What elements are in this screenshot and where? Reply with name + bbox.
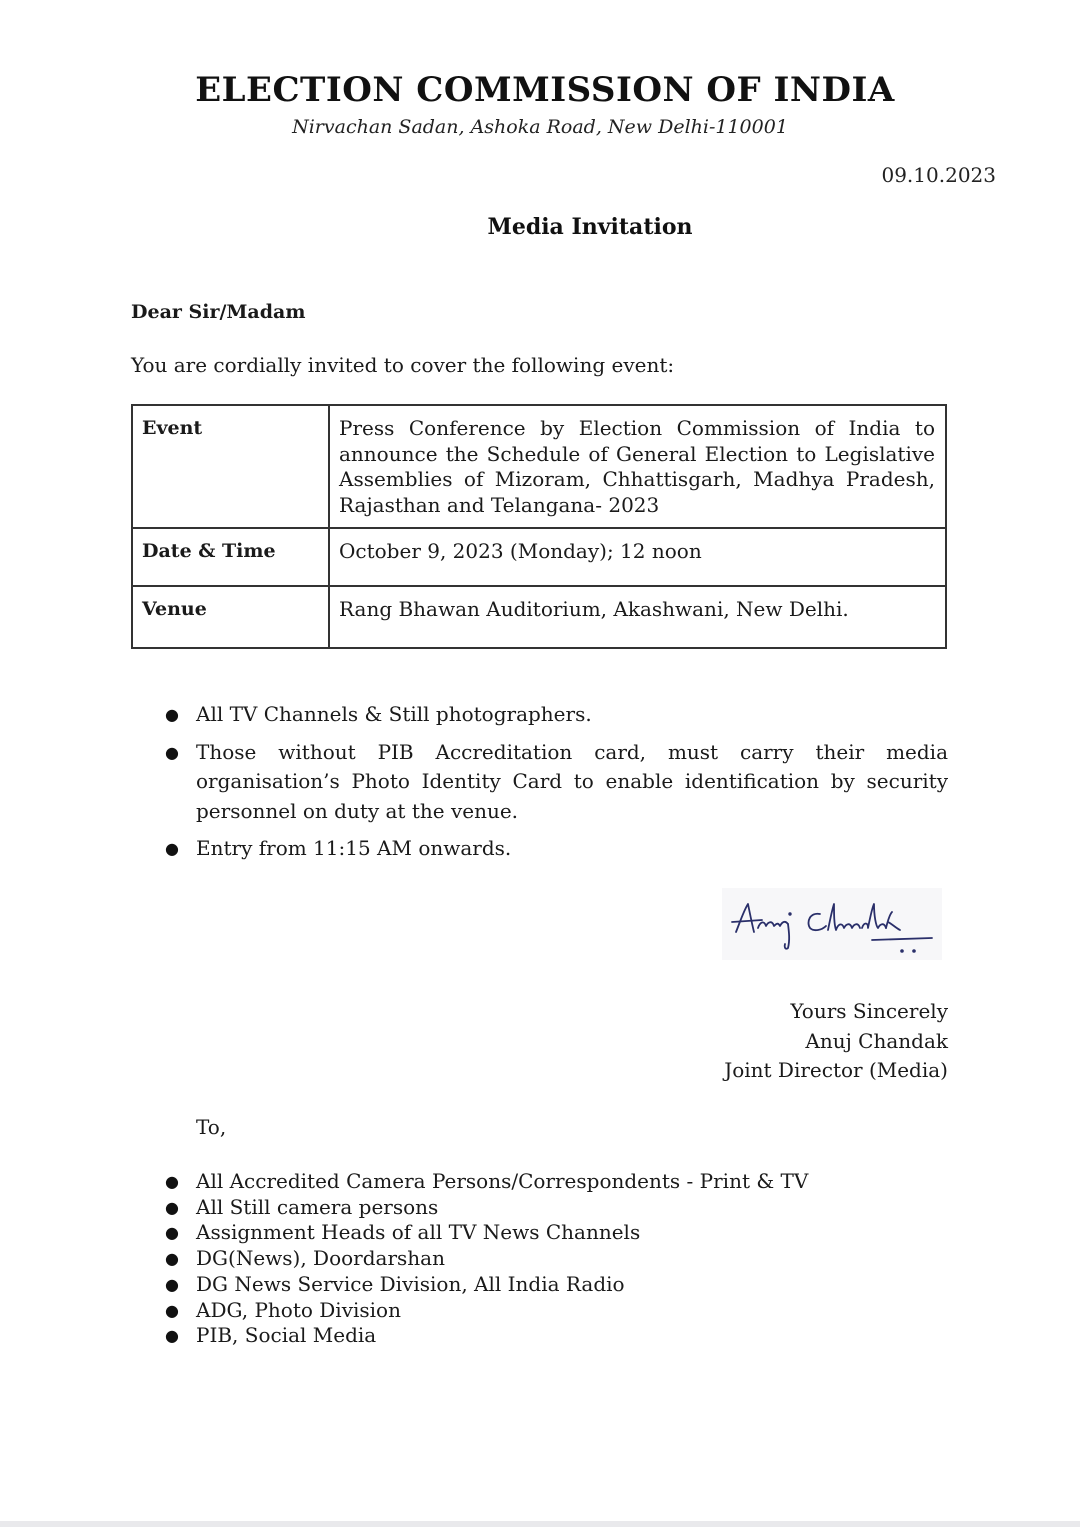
venue-label: Venue — [132, 586, 329, 648]
bullet-icon: ● — [165, 1197, 179, 1217]
venue-value: Rang Bhawan Auditorium, Akashwani, New Delhi. — [329, 586, 946, 648]
list-item — [165, 738, 948, 827]
recipient-text: DG News Service Division, All India Radio — [196, 1271, 625, 1296]
closing-block — [724, 997, 948, 1086]
table-row — [132, 405, 946, 528]
document-date: 09.10.2023 — [881, 163, 996, 187]
recipient-text: PIB, Social Media — [196, 1323, 377, 1348]
date-time-value: October 9, 2023 (Monday); 12 noon — [329, 528, 946, 586]
list-item — [165, 1323, 948, 1349]
bullet-icon: ● — [165, 1326, 179, 1346]
salutation: Dear Sir/Madam — [131, 301, 306, 323]
organization-title: ELECTION COMMISSION OF INDIA — [195, 70, 895, 110]
bullet-icon: ● — [165, 1274, 179, 1294]
note-text: Those without PIB Accreditation card, must carry their media organisation’s Photo Identity Card to enable identification by security personnel on duty at the venue. — [196, 739, 948, 823]
note-text: All TV Channels & Still photographers. — [196, 702, 592, 726]
bullet-icon: ● — [165, 839, 179, 858]
event-label: Event — [132, 405, 329, 528]
organization-address: Nirvachan Sadan, Ashoka Road, New Delhi-110001 — [292, 116, 788, 138]
event-value: Press Conference by Election Commission of India to announce the Schedule of General Election to Legislative Assemblies of Mizoram, Chhattisgarh, Madhya Pradesh, Rajasthan and Telangana- 2023 — [329, 405, 946, 528]
list-item — [165, 834, 948, 864]
list-item — [165, 1297, 948, 1324]
document-heading: Media Invitation — [487, 214, 693, 240]
bullet-icon: ● — [165, 1223, 179, 1243]
recipient-text: ADG, Photo Division — [196, 1297, 401, 1322]
table-row — [132, 528, 946, 586]
list-item — [165, 1246, 948, 1272]
recipients-list — [165, 1169, 948, 1349]
recipient-text: Assignment Heads of all TV News Channels — [196, 1220, 641, 1245]
signature-drawing — [722, 888, 942, 960]
recipients-to-label: To, — [196, 1115, 227, 1139]
recipient-text: DG(News), Doordarshan — [196, 1246, 445, 1271]
date-time-label: Date & Time — [132, 528, 329, 586]
list-item — [165, 1194, 948, 1221]
handwritten-signature — [722, 888, 942, 960]
page-bottom-edge — [0, 1521, 1080, 1527]
signatory-name: Anuj Chandak — [805, 1028, 948, 1053]
recipient-text: All Still camera persons — [196, 1194, 439, 1219]
list-item — [165, 1169, 948, 1195]
intro-text: You are cordially invited to cover the following event: — [131, 353, 675, 377]
closing-phrase: Yours Sincerely — [790, 999, 948, 1023]
table-row — [132, 586, 946, 648]
bullet-icon: ● — [165, 1300, 179, 1320]
list-item — [165, 1220, 948, 1246]
signatory-designation: Joint Director (Media) — [724, 1058, 948, 1082]
recipient-text: All Accredited Camera Persons/Correspondents - Print & TV — [196, 1169, 809, 1193]
event-details-table — [131, 404, 947, 649]
bullet-icon: ● — [165, 1249, 179, 1269]
bullet-icon: ● — [165, 742, 179, 762]
list-item — [165, 1271, 948, 1298]
note-text: Entry from 11:15 AM onwards. — [196, 836, 512, 860]
bullet-icon: ● — [165, 1172, 179, 1191]
bullet-icon: ● — [165, 705, 179, 724]
notes-list — [165, 700, 948, 872]
list-item — [165, 700, 948, 730]
